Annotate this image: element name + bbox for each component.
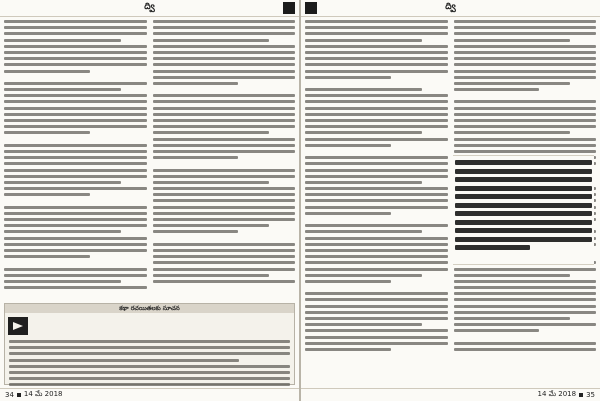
text-line — [454, 32, 597, 35]
text-line — [9, 383, 290, 386]
text-line — [454, 125, 597, 128]
text-line — [454, 107, 597, 110]
text-line — [4, 39, 121, 42]
sidebar-box-title-bar — [5, 304, 294, 313]
sidebar-box-title: కథా రచయితలకు సూచన — [119, 304, 180, 312]
text-line — [305, 311, 448, 314]
text-line — [153, 125, 296, 128]
paragraph-gap — [153, 237, 296, 240]
text-line — [4, 94, 147, 97]
text-line — [153, 206, 296, 209]
text-line — [4, 119, 147, 122]
footer-dot — [17, 393, 21, 397]
text-line — [4, 175, 147, 178]
text-line — [153, 218, 296, 221]
text-line — [305, 26, 448, 29]
text-line — [454, 70, 597, 73]
text-line — [305, 187, 448, 190]
text-line — [153, 212, 296, 215]
text-line — [4, 181, 121, 184]
text-line — [153, 76, 296, 79]
text-line — [153, 20, 296, 23]
right-footer-label: 14 మే 2018 — [537, 390, 577, 398]
text-line — [9, 371, 290, 374]
text-line — [4, 51, 147, 54]
text-line — [153, 255, 296, 258]
text-line — [305, 268, 448, 271]
text-line — [4, 113, 147, 116]
text-line — [4, 45, 147, 48]
text-line — [153, 45, 296, 48]
text-line — [305, 255, 448, 258]
text-line — [9, 346, 290, 349]
text-line — [454, 268, 597, 271]
text-line — [153, 138, 296, 141]
text-line — [305, 224, 448, 227]
text-line — [454, 63, 597, 66]
pull-quote-line — [455, 177, 592, 182]
left-header-mark: ద్వి — [144, 2, 155, 12]
text-line — [153, 26, 296, 29]
text-lines — [4, 19, 147, 289]
text-line — [153, 181, 270, 184]
text-line — [305, 76, 391, 79]
text-line — [305, 169, 448, 172]
text-line — [153, 156, 239, 159]
text-line — [9, 359, 239, 362]
text-line — [305, 57, 448, 60]
text-line — [4, 70, 90, 73]
text-line — [454, 113, 597, 116]
right-column-1 — [305, 19, 448, 387]
text-line — [305, 125, 448, 128]
text-line — [153, 63, 296, 66]
text-line — [153, 150, 296, 153]
text-line — [305, 88, 422, 91]
text-line — [4, 100, 147, 103]
text-line — [305, 119, 448, 122]
text-line — [4, 249, 147, 252]
text-line — [305, 342, 448, 345]
paragraph-gap — [153, 162, 296, 165]
pull-quote-line — [455, 220, 592, 225]
pull-quote-line — [455, 228, 592, 233]
text-line — [9, 340, 290, 343]
pull-quote-line — [455, 169, 592, 174]
text-line — [454, 76, 597, 79]
text-line — [153, 261, 296, 264]
text-line — [4, 32, 147, 35]
text-line — [454, 305, 597, 308]
pull-quote-line — [455, 160, 592, 165]
text-line — [454, 342, 597, 345]
text-line — [454, 20, 597, 23]
text-line — [305, 206, 448, 209]
text-line — [4, 57, 147, 60]
text-line — [305, 329, 448, 332]
right-header-mark: ద్వి — [445, 2, 456, 12]
text-line — [4, 162, 147, 165]
pull-quote-line — [455, 186, 592, 191]
right-page-number: 35 — [586, 391, 595, 399]
text-line — [4, 255, 90, 258]
text-line — [153, 268, 296, 271]
text-line — [4, 107, 147, 110]
paragraph-gap — [305, 150, 448, 153]
text-line — [305, 162, 448, 165]
text-line — [454, 131, 571, 134]
text-line — [153, 193, 296, 196]
text-line — [4, 230, 121, 233]
left-footer-label: 14 మే 2018 — [23, 390, 63, 398]
text-line — [4, 88, 121, 91]
paragraph-gap — [4, 199, 147, 202]
text-line — [153, 100, 296, 103]
text-line — [454, 51, 597, 54]
text-line — [153, 199, 296, 202]
text-line — [4, 237, 147, 240]
text-lines — [305, 19, 448, 357]
paragraph-gap — [4, 261, 147, 264]
text-line — [454, 57, 597, 60]
text-line — [454, 100, 597, 103]
paragraph-gap — [454, 336, 597, 339]
text-line — [305, 348, 391, 351]
left-page-header — [0, 0, 299, 17]
text-line — [305, 156, 448, 159]
pull-quote — [453, 155, 594, 265]
text-line — [4, 63, 147, 66]
paragraph-gap — [305, 82, 448, 85]
paragraph-gap — [305, 354, 448, 357]
text-line — [305, 237, 448, 240]
text-line — [9, 352, 290, 355]
paragraph-gap — [153, 88, 296, 91]
text-line — [305, 51, 448, 54]
pull-quote-line — [455, 237, 592, 242]
text-line — [454, 274, 571, 277]
text-line — [4, 150, 147, 153]
text-line — [153, 39, 270, 42]
text-line — [153, 131, 270, 134]
text-line — [305, 94, 448, 97]
left-page — [0, 0, 299, 401]
text-line — [454, 144, 597, 147]
text-line — [305, 261, 448, 264]
text-line — [153, 57, 296, 60]
paragraph-gap — [4, 76, 147, 79]
text-line — [4, 286, 147, 289]
right-header-block — [305, 2, 317, 14]
text-line — [454, 119, 597, 122]
right-page — [301, 0, 600, 401]
text-line — [4, 169, 147, 172]
text-line — [153, 32, 296, 35]
text-line — [305, 243, 448, 246]
text-line — [305, 280, 391, 283]
text-line — [305, 230, 422, 233]
text-line — [305, 199, 448, 202]
text-line — [454, 317, 571, 320]
text-line — [4, 224, 147, 227]
text-line — [153, 119, 296, 122]
text-line — [454, 82, 571, 85]
text-line — [4, 206, 147, 209]
text-line — [4, 26, 147, 29]
paragraph-gap — [305, 218, 448, 221]
text-line — [454, 45, 597, 48]
paragraph-gap — [454, 94, 597, 97]
text-line — [4, 144, 147, 147]
text-line — [153, 274, 270, 277]
text-line — [454, 150, 597, 153]
text-line — [454, 323, 597, 326]
pull-quote-line — [455, 211, 592, 216]
text-line — [305, 323, 422, 326]
text-line — [153, 82, 239, 85]
paragraph-gap — [4, 138, 147, 141]
text-line — [4, 193, 90, 196]
text-line — [305, 317, 448, 320]
text-line — [153, 144, 296, 147]
text-line — [305, 175, 448, 178]
text-line — [153, 51, 296, 54]
sidebar-box-text — [9, 340, 290, 386]
text-line — [4, 280, 121, 283]
text-line — [4, 274, 147, 277]
text-line — [305, 138, 448, 141]
text-line — [305, 193, 448, 196]
text-line — [4, 131, 90, 134]
text-line — [305, 249, 448, 252]
text-line — [4, 156, 147, 159]
left-page-footer — [0, 388, 299, 401]
text-line — [305, 100, 448, 103]
text-line — [4, 20, 147, 23]
text-line — [305, 144, 391, 147]
footer-dot — [579, 393, 583, 397]
text-line — [9, 377, 290, 380]
text-line — [305, 32, 448, 35]
text-line — [4, 212, 147, 215]
text-line — [305, 131, 422, 134]
text-line — [153, 243, 296, 246]
text-line — [305, 298, 448, 301]
text-line — [153, 107, 296, 110]
text-line — [153, 169, 296, 172]
text-line — [305, 39, 422, 42]
right-page-header — [301, 0, 600, 17]
sidebar-box — [4, 303, 295, 385]
text-line — [4, 187, 147, 190]
text-line — [153, 280, 296, 283]
text-line — [9, 365, 290, 368]
text-line — [153, 230, 239, 233]
text-line — [305, 45, 448, 48]
text-line — [454, 329, 540, 332]
text-line — [454, 292, 597, 295]
right-page-footer — [301, 388, 600, 401]
text-line — [454, 280, 597, 283]
text-line — [454, 286, 597, 289]
text-line — [153, 224, 270, 227]
text-line — [305, 305, 448, 308]
text-line — [305, 212, 391, 215]
text-line — [153, 187, 296, 190]
text-line — [4, 218, 147, 221]
text-line — [454, 298, 597, 301]
text-line — [305, 107, 448, 110]
paragraph-gap — [305, 286, 448, 289]
text-line — [454, 26, 597, 29]
text-line — [454, 138, 597, 141]
text-line — [153, 70, 296, 73]
text-line — [305, 292, 448, 295]
text-line — [4, 268, 147, 271]
text-line — [305, 20, 448, 23]
pull-quote-line — [455, 245, 530, 250]
text-line — [305, 181, 422, 184]
text-line — [305, 274, 422, 277]
text-line — [454, 39, 571, 42]
text-line — [4, 82, 147, 85]
left-page-number: 34 — [5, 391, 14, 399]
text-line — [153, 249, 296, 252]
text-line — [305, 70, 448, 73]
text-line — [454, 348, 597, 351]
text-line — [153, 113, 296, 116]
left-header-block — [283, 2, 295, 14]
pull-quote-line — [455, 194, 592, 199]
play-icon — [8, 317, 28, 335]
text-line — [454, 88, 540, 91]
text-line — [153, 94, 296, 97]
text-line — [305, 113, 448, 116]
text-lines — [153, 19, 296, 283]
text-line — [153, 175, 296, 178]
text-line — [4, 243, 147, 246]
text-line — [454, 311, 597, 314]
text-line — [305, 336, 448, 339]
pull-quote-line — [455, 203, 592, 208]
text-line — [305, 63, 448, 66]
text-line — [4, 125, 147, 128]
